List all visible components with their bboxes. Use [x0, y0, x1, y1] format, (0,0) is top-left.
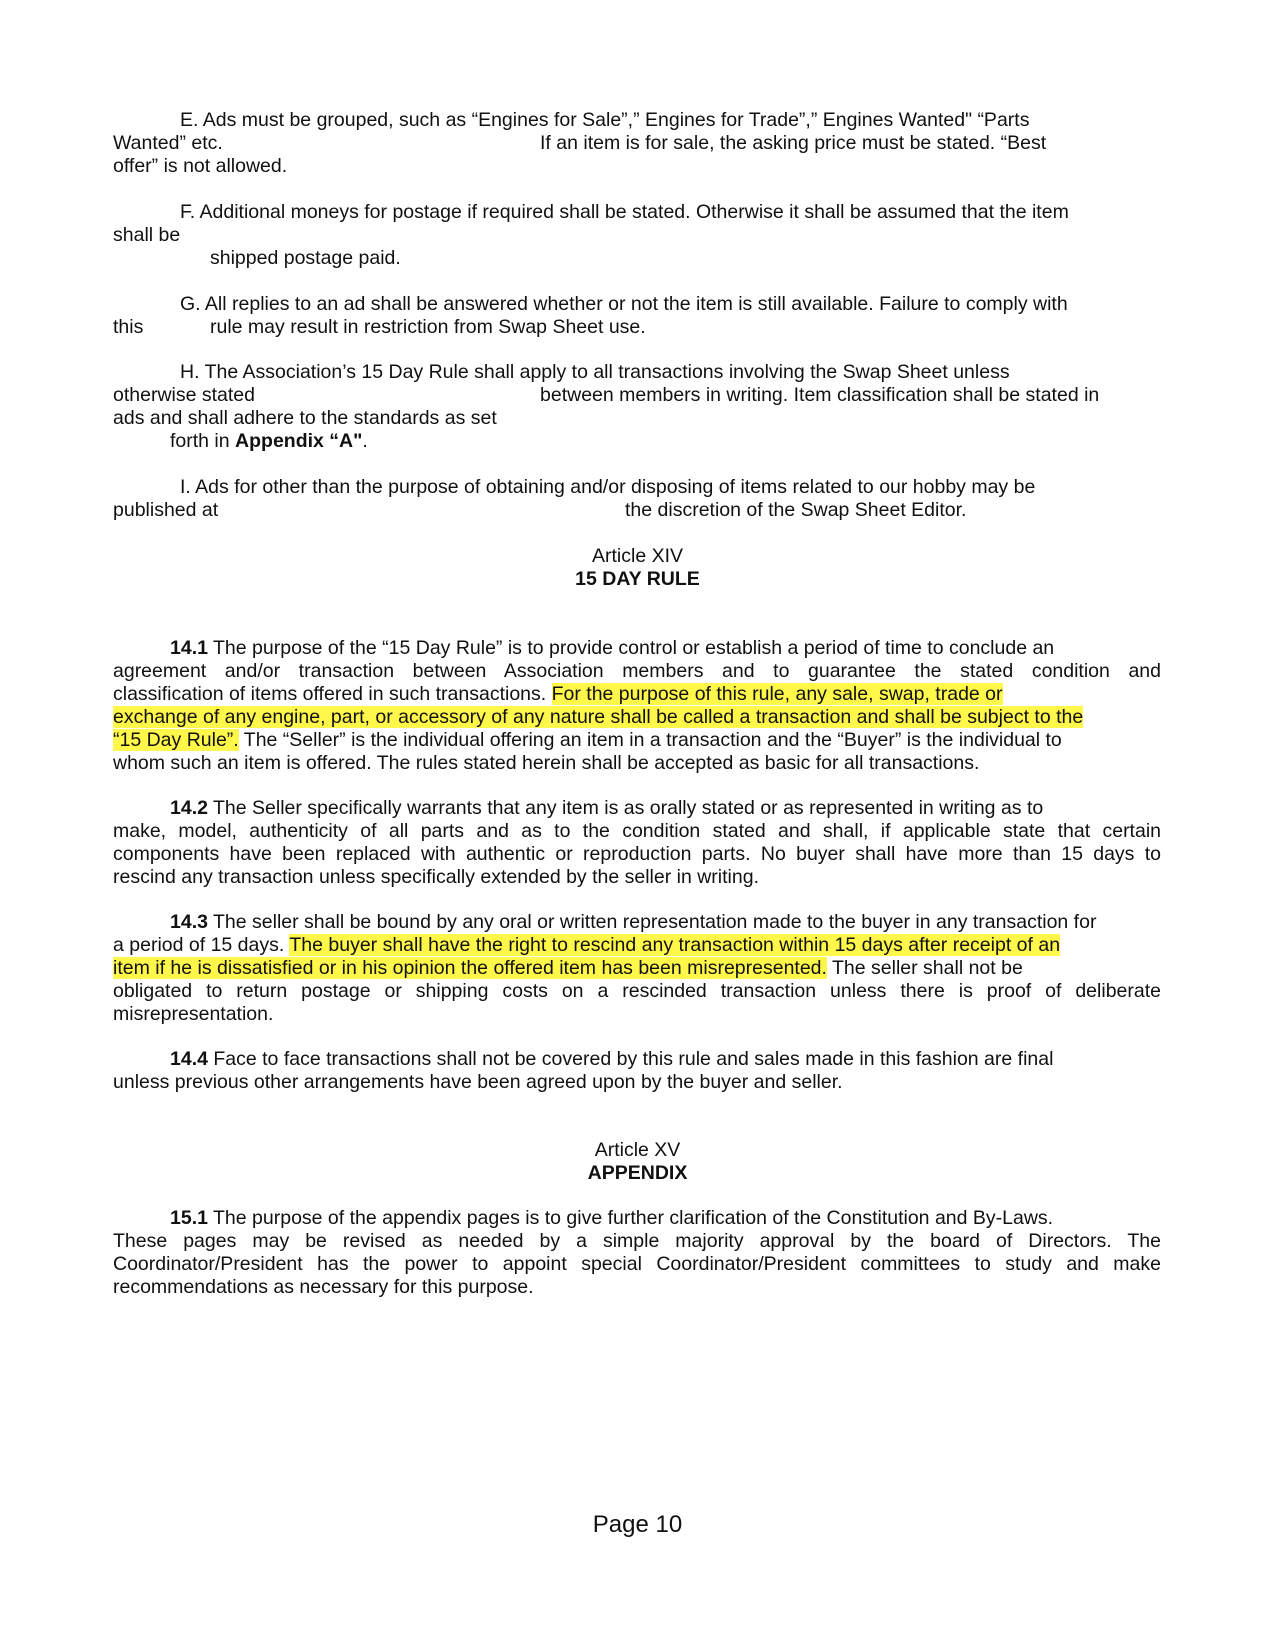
appendix-a-reference: Appendix “A": [235, 430, 363, 452]
section-f-text: shall be: [113, 224, 181, 246]
section-h-text: otherwise stated: [113, 384, 255, 406]
paragraph-text: classification of items offered in such transactions.: [113, 683, 552, 705]
paragraph-line: misrepresentation.: [113, 1003, 274, 1025]
paragraph-line: [113, 956, 1023, 980]
section-h-text-post: .: [362, 430, 368, 452]
section-g-text: this: [113, 316, 144, 338]
paragraph-text: The purpose of the “15 Day Rule” is to provide control or establish a period of time to conclude an: [207, 637, 1055, 659]
paragraph-line: [170, 796, 1043, 820]
paragraph-line: [113, 705, 1083, 729]
section-g-line: G. All replies to an ad shall be answered whether or not the item is still available. Failure to comply with: [180, 293, 1068, 315]
highlighted-text: The buyer shall have the right to rescind any transaction within 15 days after receipt of an: [289, 934, 1061, 956]
paragraph-line: [170, 910, 1096, 934]
section-f-text: shipped postage paid.: [210, 247, 401, 269]
section-e-line: E. Ads must be grouped, such as “Engines for Sale”,” Engines for Trade”,” Engines Wanted" “Parts: [180, 109, 1030, 131]
section-i-text: the discretion of the Swap Sheet Editor.: [625, 499, 967, 521]
highlighted-text: exchange of any engine, part, or accessory of any nature shall be called a transaction and shall be subject to the: [113, 706, 1084, 728]
article-title: APPENDIX: [587, 1162, 688, 1184]
article-title: 15 DAY RULE: [575, 568, 700, 590]
paragraph-line: unless previous other arrangements have been agreed upon by the buyer and seller.: [113, 1071, 843, 1093]
section-f-line: F. Additional moneys for postage if required shall be stated. Otherwise it shall be assumed that the item: [180, 201, 1069, 223]
section-h-text: between members in writing. Item classification shall be stated in: [540, 384, 1100, 406]
paragraph-line: [170, 636, 1054, 660]
paragraph-text: The seller shall not be: [826, 957, 1023, 979]
paragraph-line: rescind any transaction unless specifically extended by the seller in writing.: [113, 866, 759, 888]
section-h-text-pre: forth in: [170, 430, 236, 452]
paragraph-text: a period of 15 days.: [113, 934, 290, 956]
section-e-text: If an item is for sale, the asking price must be stated. “Best: [540, 132, 1047, 154]
section-h-text: [170, 429, 368, 453]
section-e-text: Wanted” etc.: [113, 132, 223, 154]
paragraph-text: The “Seller” is the individual offering an item in a transaction and the “Buyer” is the individual to: [238, 729, 1062, 751]
paragraph-line: [113, 933, 1060, 957]
highlighted-text: For the purpose of this rule, any sale, swap, trade or: [551, 683, 1003, 705]
paragraph-line: Coordinator/President has the power to appoint special Coordinator/President committees to study and make: [113, 1253, 1161, 1275]
article-heading: Article XV: [594, 1139, 681, 1161]
paragraph-text: Face to face transactions shall not be covered by this rule and sales made in this fashion are final: [207, 1048, 1054, 1070]
paragraph-number: 14.1: [170, 637, 208, 659]
paragraph-text: The seller shall be bound by any oral or written representation made to the buyer in any transaction for: [207, 911, 1097, 933]
paragraph-line: components have been replaced with authentic or reproduction parts. No buyer shall have more than 15 days to: [113, 843, 1161, 865]
paragraph-number: 14.2: [170, 797, 208, 819]
paragraph-text: The purpose of the appendix pages is to give further clarification of the Constitution and By-Laws.: [207, 1207, 1054, 1229]
paragraph-line: whom such an item is offered. The rules stated herein shall be accepted as basic for all transactions.: [113, 752, 980, 774]
section-g-text: rule may result in restriction from Swap Sheet use.: [210, 316, 646, 338]
paragraph-number: 14.3: [170, 911, 208, 933]
section-e-text: offer” is not allowed.: [113, 155, 288, 177]
paragraph-text: The Seller specifically warrants that any item is as orally stated or as represented in writing as to: [207, 797, 1044, 819]
section-h-text: ads and shall adhere to the standards as set: [113, 407, 497, 429]
paragraph-line: make, model, authenticity of all parts and as to the condition stated and shall, if applicable state that certain: [113, 820, 1161, 842]
page-number: Page 10: [592, 1511, 683, 1538]
paragraph-line: [113, 682, 1003, 706]
paragraph-line: recommendations as necessary for this purpose.: [113, 1276, 534, 1298]
paragraph-line: [113, 728, 1062, 752]
article-heading: Article XIV: [591, 545, 684, 567]
paragraph-line: [170, 1047, 1053, 1071]
section-h-line: H. The Association’s 15 Day Rule shall apply to all transactions involving the Swap Sheet unless: [180, 361, 1010, 383]
paragraph-line: obligated to return postage or shipping costs on a rescinded transaction unless there is proof of deliberate: [113, 980, 1161, 1002]
paragraph-line: [170, 1206, 1053, 1230]
paragraph-line: These pages may be revised as needed by a simple majority approval by the board of Directors. The: [113, 1230, 1161, 1252]
paragraph-number: 14.4: [170, 1048, 208, 1070]
highlighted-text: “15 Day Rule”.: [113, 729, 239, 751]
section-i-text: published at: [113, 499, 219, 521]
paragraph-number: 15.1: [170, 1207, 208, 1229]
paragraph-line: agreement and/or transaction between Association members and to guarantee the stated condition and: [113, 660, 1161, 682]
section-i-line: I. Ads for other than the purpose of obtaining and/or disposing of items related to our hobby may be: [180, 476, 1036, 498]
highlighted-text: item if he is dissatisfied or in his opinion the offered item has been misrepresented.: [113, 957, 827, 979]
